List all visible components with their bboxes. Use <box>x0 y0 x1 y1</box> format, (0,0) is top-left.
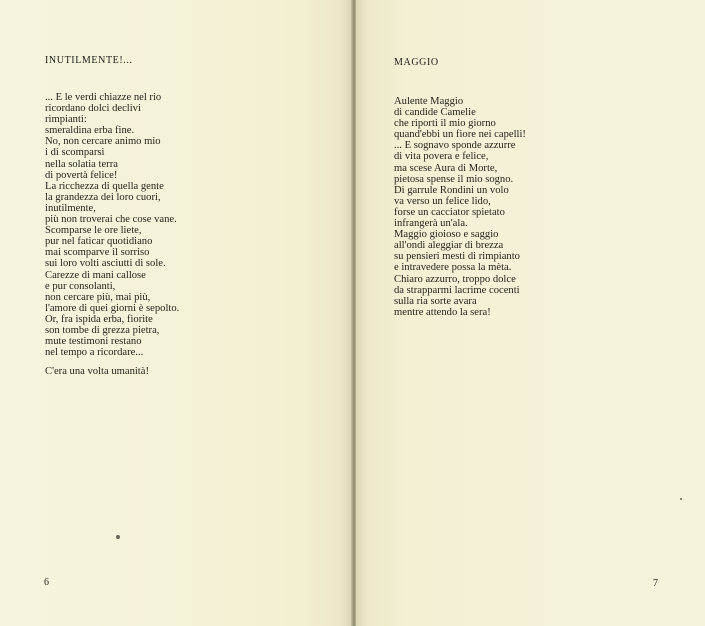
poem-line: forse un cacciator spietato <box>394 206 505 218</box>
poem-line: ... E le verdi chiazze nel rio <box>45 92 162 103</box>
poem-line: Maggio gioioso e saggio <box>394 229 499 241</box>
poem-line: la grandezza dei loro cuori, <box>45 191 161 203</box>
poem-body-maggio <box>394 96 526 318</box>
poem-line: su pensieri mesti di rimpianto <box>394 251 520 263</box>
poem-line: Aulente Maggio <box>394 96 464 107</box>
poem-line: da strapparmi lacrime cocenti <box>394 284 520 296</box>
poem-line: rimpianti: <box>45 114 87 126</box>
poem-line: ricordano dolci declivi <box>45 103 141 115</box>
poem-line: all'ondi aleggiar di brezza <box>394 240 504 252</box>
poem-title-maggio: MAGGIO <box>394 57 439 68</box>
left-page <box>0 0 352 626</box>
poem-line: nella solatia terra <box>45 158 118 170</box>
poem-line: Scomparse le ore liete, <box>45 225 142 237</box>
paper-speck <box>116 535 120 539</box>
poem-line: mentre attendo la sera! <box>394 306 491 318</box>
page-number-right: 7 <box>653 578 658 589</box>
poem-line: sulla ria sorte avara <box>394 295 477 307</box>
poem-line: mai scomparve il sorriso <box>45 247 150 259</box>
poem-line: quand'ebbi un fiore nei capelli! <box>394 129 526 141</box>
poem-line: pietosa spense il mio sogno. <box>394 173 514 185</box>
poem-line: son tombe di grezza pietra, <box>45 324 160 336</box>
poem-line: ... E sognavo sponde azzurre <box>394 140 516 152</box>
poem-line: che riporti il mio giorno <box>394 118 496 130</box>
poem-line: nel tempo a ricordare... <box>45 347 144 359</box>
paper-speck <box>680 498 682 500</box>
poem-title-inutilmente: INUTILMENTE!... <box>45 55 133 66</box>
poem-line: ma scese Aura di Morte, <box>394 162 498 174</box>
poem-line: e pur consolanti, <box>45 280 116 292</box>
poem-line: Di garrule Rondini un volo <box>394 184 509 196</box>
page-number-left: 6 <box>44 577 49 588</box>
poem-line: Or, fra ispida erba, fiorite <box>45 313 153 325</box>
poem-line: smeraldina erba fine. <box>45 125 135 137</box>
poem-line: di vita povera e felice, <box>394 151 489 163</box>
poem-line: Chiaro azzurro, troppo dolce <box>394 273 516 285</box>
poem-line: di povertà felice! <box>45 169 118 181</box>
poem-line: inutilmente, <box>45 202 96 214</box>
poem-closing-line: C'era una volta umanità! <box>45 366 149 377</box>
poem-line: La ricchezza di quella gente <box>45 180 164 192</box>
poem-line: più non troverai che cose vane. <box>45 214 177 226</box>
poem-line: va verso un felice lido, <box>394 195 491 207</box>
poem-line: di candide Camelie <box>394 107 476 119</box>
right-page <box>356 0 705 626</box>
poem-line: l'amore di quei giorni è sepolto. <box>45 302 180 314</box>
poem-line: e intravedere possa la mèta. <box>394 262 512 274</box>
poem-line: sui loro volti asciutti di sole. <box>45 258 166 270</box>
poem-body-inutilmente <box>45 92 179 358</box>
poem-line: mute testimoni restano <box>45 336 142 348</box>
poem-line: Carezze di mani callose <box>45 269 146 281</box>
poem-line: i di scomparsi <box>45 147 105 159</box>
poem-line: non cercare più, mai più, <box>45 291 151 303</box>
poem-line: infrangerà un'ala. <box>394 218 468 230</box>
poem-line: pur nel faticar quotidiano <box>45 236 153 248</box>
poem-line: No, non cercare animo mio <box>45 136 161 148</box>
